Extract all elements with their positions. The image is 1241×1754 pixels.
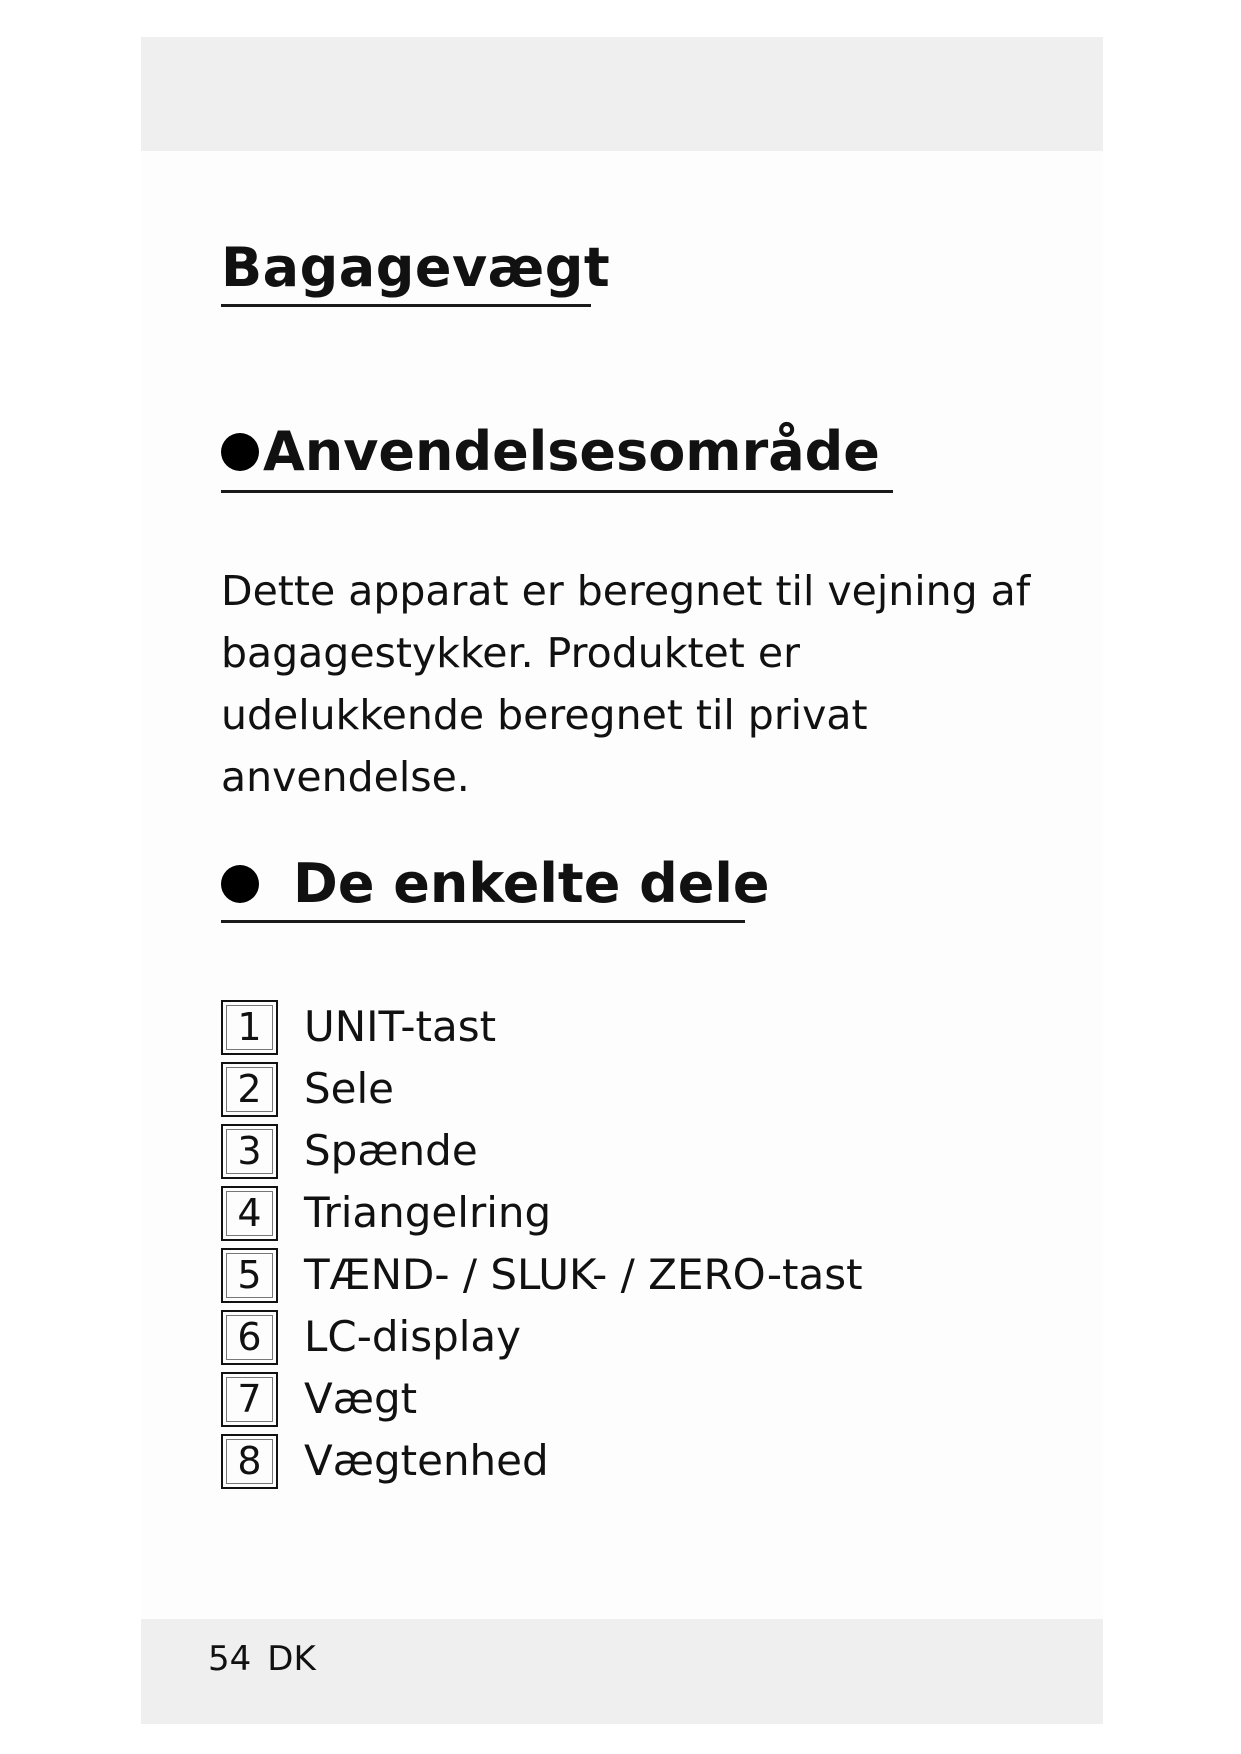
list-item xyxy=(221,1368,863,1430)
section-heading-usage-text: Anvendelsesområde xyxy=(263,420,880,483)
page-number: 54 xyxy=(208,1639,252,1679)
title-underline xyxy=(221,304,591,307)
document-title: Bagagevægt xyxy=(221,236,611,299)
usage-paragraph: Dette apparat er beregnet til vejning af bagagestykker. Produktet er udelukkende beregnet til privat anvendelse. xyxy=(221,567,1031,801)
part-label: LC-display xyxy=(304,1312,522,1361)
list-item xyxy=(221,1306,863,1368)
part-label: Vægtenhed xyxy=(304,1436,549,1485)
language-code: DK xyxy=(267,1639,316,1679)
list-item xyxy=(221,1430,863,1492)
part-number-box: 6 xyxy=(221,1310,278,1365)
parts-list xyxy=(221,996,863,1492)
list-item xyxy=(221,1244,863,1306)
section-heading-parts-text: De enkelte dele xyxy=(293,852,770,915)
part-label: TÆND- / SLUK- / ZERO-tast xyxy=(304,1250,863,1299)
header-band xyxy=(141,37,1103,151)
list-item xyxy=(221,996,863,1058)
section-heading-parts xyxy=(221,852,770,916)
part-number-box: 8 xyxy=(221,1434,278,1489)
part-label: Sele xyxy=(304,1064,395,1113)
part-number-box: 7 xyxy=(221,1372,278,1427)
part-label: Spænde xyxy=(304,1126,478,1175)
part-number-box: 2 xyxy=(221,1062,278,1117)
part-number-box: 5 xyxy=(221,1248,278,1303)
list-item xyxy=(221,1120,863,1182)
bullet-icon xyxy=(221,865,259,903)
list-item xyxy=(221,1182,863,1244)
section-heading-usage xyxy=(221,420,880,484)
section-usage-underline xyxy=(221,490,893,493)
part-label: Vægt xyxy=(304,1374,418,1423)
section-parts-underline xyxy=(221,920,745,923)
bullet-icon xyxy=(221,433,259,471)
part-number-box: 3 xyxy=(221,1124,278,1179)
part-label: UNIT-tast xyxy=(304,1002,497,1051)
list-item xyxy=(221,1058,863,1120)
page-footer xyxy=(208,1638,316,1680)
part-number-box: 4 xyxy=(221,1186,278,1241)
part-label: Triangelring xyxy=(304,1188,552,1237)
part-number-box: 1 xyxy=(221,1000,278,1055)
